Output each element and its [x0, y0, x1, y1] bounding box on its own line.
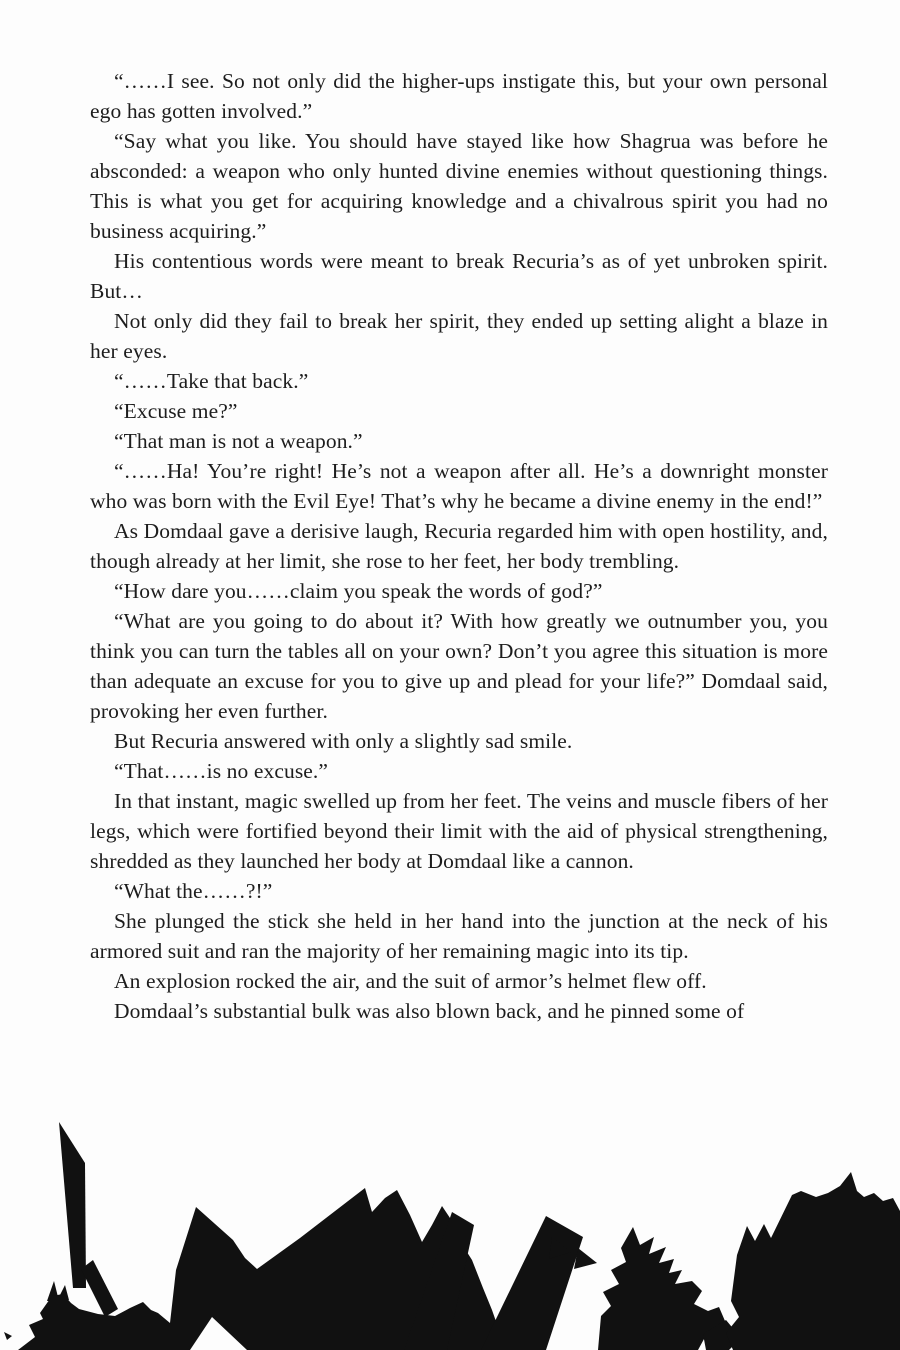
debris-illustration — [0, 1120, 900, 1350]
paragraph: “That man is not a weapon.” — [114, 429, 363, 453]
paragraph: “That……is no excuse.” — [114, 759, 329, 783]
paragraph: Domdaal’s substantial bulk was also blown back, and he pinned some of — [114, 999, 745, 1023]
paragraph: “……Take that back.” — [114, 369, 309, 393]
paragraph: She plunged the stick she held in her hand into the junction at the neck of his armored suit and ran the majority of her remaining magic into its tip. — [90, 909, 828, 963]
paragraph: “What the……?!” — [114, 879, 273, 903]
paragraph: “Excuse me?” — [114, 399, 238, 423]
paragraph: “How dare you……claim you speak the words of god?” — [114, 579, 603, 603]
debris-shapes — [4, 1122, 900, 1350]
paragraph: “Say what you like. You should have stayed like how Shagrua was before he absconded: a weapon who only hunted divine enemies without questioning things. This is what you get for acquiring knowledge and a chivalrous spirit you had no business acquiring.” — [90, 129, 828, 243]
page-text — [90, 66, 828, 1026]
paragraph: “……I see. So not only did the higher-ups instigate this, but your own personal ego has gotten involved.” — [90, 69, 828, 123]
paragraph: In that instant, magic swelled up from her feet. The veins and muscle fibers of her legs, which were fortified beyond their limit with the aid of physical strengthening, shredded as they launched her body at Domdaal like a cannon. — [90, 789, 828, 873]
paragraph: “What are you going to do about it? With how greatly we outnumber you, you think you can turn the tables all on your own? Don’t you agree this situation is more than adequate an excuse for you to give up and plead for your life?” Domdaal said, provoking her even further. — [90, 609, 828, 723]
paragraph: “……Ha! You’re right! He’s not a weapon after all. He’s a downright monster who was born with the Evil Eye! That’s why he became a divine enemy in the end!” — [90, 459, 828, 513]
paragraph: An explosion rocked the air, and the suit of armor’s helmet flew off. — [114, 969, 707, 993]
paragraph: But Recuria answered with only a slightly sad smile. — [114, 729, 573, 753]
paragraph: His contentious words were meant to break Recuria’s as of yet unbroken spirit. But… — [90, 249, 828, 303]
paragraph: Not only did they fail to break her spirit, they ended up setting alight a blaze in her eyes. — [90, 309, 828, 363]
paragraph: As Domdaal gave a derisive laugh, Recuria regarded him with open hostility, and, though already at her limit, she rose to her feet, her body trembling. — [90, 519, 828, 573]
